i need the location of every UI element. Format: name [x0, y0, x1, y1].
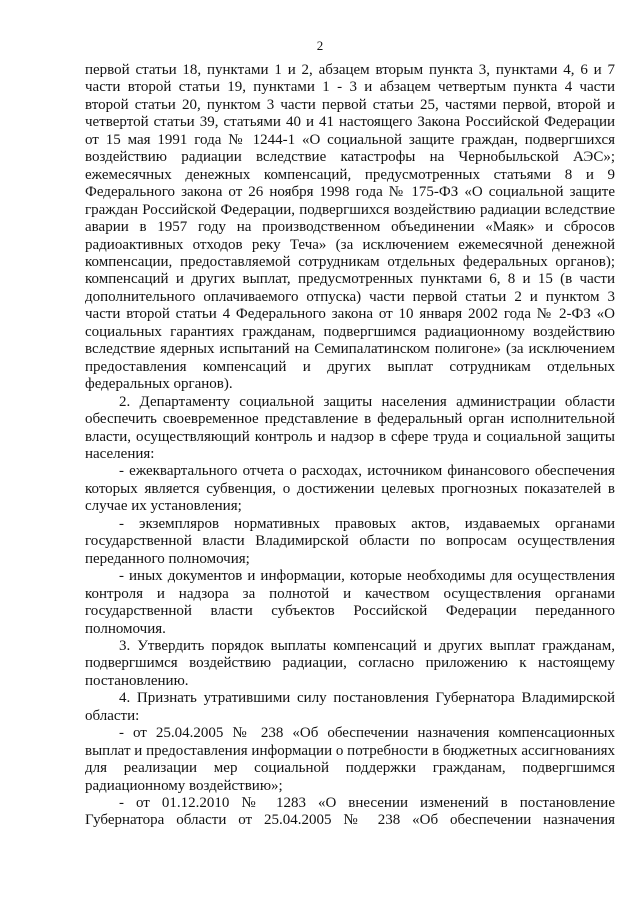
text-line: для реализации мер социальной поддержки гражданам, подвергшимся — [85, 760, 615, 777]
text-line: населения: — [85, 445, 155, 462]
text-line: компенсации, предоставляемой сотрудникам отдельных федеральных органов); — [85, 253, 615, 270]
text-line: выплат и предоставления информации о потребности в бюджетных ассигнованиях — [85, 742, 615, 759]
text-line: от 15 мая 1991 года № 1244-1 «О социальной защите граждан, подвергшихся — [85, 131, 615, 148]
text-line: Федерального закона от 26 ноября 1998 года № 175-ФЗ «О социальной защите — [85, 184, 615, 201]
text-line: граждан Российской Федерации, подвергшихся воздействию радиации вследствие — [85, 201, 615, 218]
text-line: воздействию радиации вследствие катастрофы на Чернобыльской АЭС»; — [85, 149, 615, 166]
text-line: - ежеквартального отчета о расходах, источником финансового обеспечения — [119, 463, 615, 480]
text-line: части второй статьи 19, пунктами 1 - 3 и абзацем четвертым пункта 4 части — [85, 79, 615, 96]
text-line: области: — [85, 707, 140, 724]
text-line: части второй статьи 4 Федерального закона от 10 января 2002 года № 2-ФЗ «О — [85, 306, 615, 323]
text-line: - от 25.04.2005 № 238 «Об обеспечении назначения компенсационных — [119, 725, 615, 742]
text-line: дополнительного оплачиваемого отпуска) части первой статьи 2 и пунктом 3 — [85, 288, 615, 305]
text-line: - иных документов и информации, которые необходимы для осуществления — [119, 568, 615, 585]
text-line: которых является субвенция, о достижении целевых прогнозных показателей в — [85, 480, 615, 497]
text-line: социальных гарантиях гражданам, подвергшимся радиационному воздействию — [85, 323, 615, 340]
text-line: первой статьи 18, пунктами 1 и 2, абзацем вторым пункта 3, пунктами 4, 6 и 7 — [85, 62, 615, 78]
text-line: четвертой статьи 39, статьями 40 и 41 настоящего Закона Российской Федерации — [85, 114, 615, 131]
text-line: полномочия. — [85, 620, 166, 637]
text-line: радиационному воздействию»; — [85, 777, 283, 794]
text-line: второй статьи 20, пунктом 3 части первой статьи 25, частями первой, второй и — [85, 96, 615, 113]
text-line: предоставления компенсаций и других выплат сотрудникам отдельных — [85, 358, 615, 375]
text-line: аварии в 1957 году на производственном объединении «Маяк» и сбросов — [85, 219, 615, 236]
text-line: подвергшимся воздействию радиации, согласно приложению к настоящему — [85, 655, 615, 672]
text-line: власти, осуществляющий контроль и надзор в сфере труда и социальной защиты — [85, 428, 615, 445]
text-line: случае их установления; — [85, 498, 242, 515]
text-line: - экземпляров нормативных правовых актов, издаваемых органами — [119, 515, 615, 532]
text-line: государственной власти Владимирской области по вопросам осуществления — [85, 533, 615, 550]
text-line: государственной власти субъектов Российской Федерации переданного — [85, 603, 615, 620]
text-line: постановлению. — [85, 672, 189, 689]
text-line: 3. Утвердить порядок выплаты компенсаций и других выплат гражданам, — [119, 637, 615, 654]
text-line: радиоактивных отходов реку Теча» (за исключением ежемесячной денежной — [85, 236, 615, 253]
text-line: компенсаций и других выплат, предусмотренных пунктами 6, 8 и 15 (в части — [85, 271, 615, 288]
text-line: вследствие ядерных испытаний на Семипалатинском полигоне» (за исключением — [85, 341, 615, 358]
text-line: 4. Признать утратившими силу постановления Губернатора Владимирской — [119, 690, 615, 707]
text-line: 2. Департаменту социальной защиты населения администрации области — [119, 393, 615, 410]
text-line: ежемесячных денежных компенсаций, предусмотренных статьями 8 и 9 — [85, 166, 615, 183]
document-body — [85, 62, 615, 830]
text-line: федеральных органов). — [85, 376, 233, 393]
text-line: - от 01.12.2010 № 1283 «О внесении изменений в постановление — [119, 795, 615, 812]
text-line: обеспечить своевременное представление в федеральный орган исполнительной — [85, 411, 615, 428]
text-line: переданного полномочия; — [85, 550, 250, 567]
page-number: 2 — [316, 38, 324, 53]
text-line: Губернатора области от 25.04.2005 № 238 «Об обеспечении назначения — [85, 812, 615, 829]
text-line: контроля и надзора за полнотой и качеством осуществления органами — [85, 585, 615, 602]
